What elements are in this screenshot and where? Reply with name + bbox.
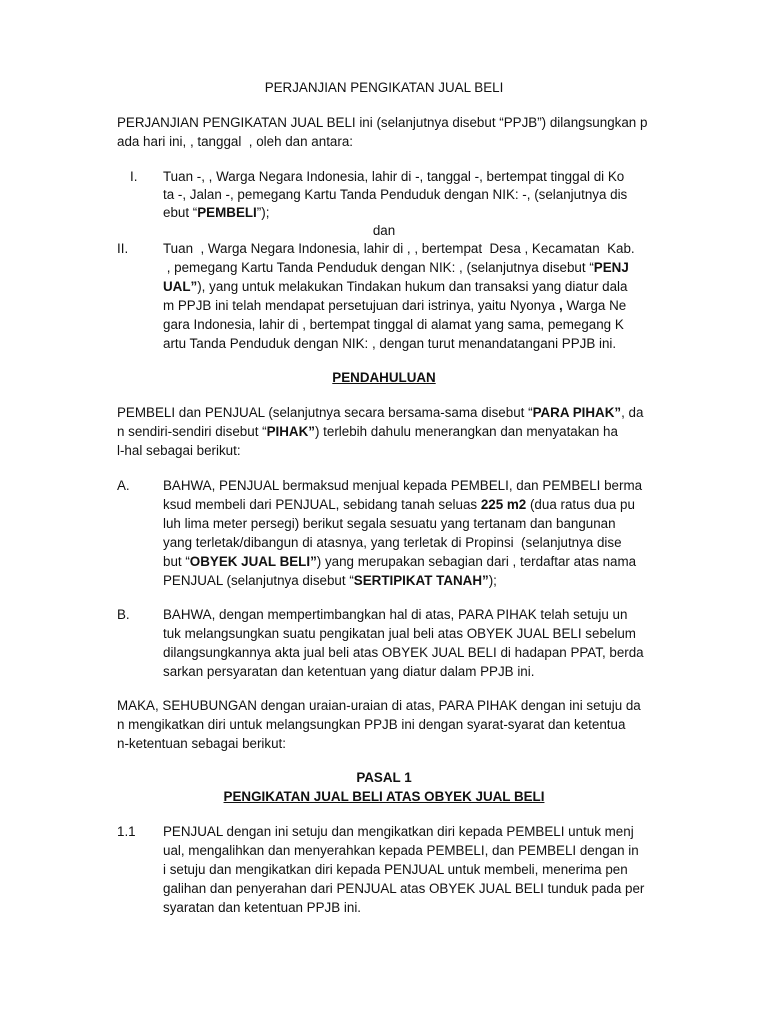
heading-text: PENDAHULUAN — [332, 370, 436, 385]
item-a-line-2 — [163, 496, 635, 515]
comma-bold: , — [558, 298, 563, 313]
pendahuluan-line-3: l-hal sebagai berikut: — [117, 443, 241, 458]
party-i-line-3 — [163, 204, 269, 223]
party-i-marker: I. — [130, 169, 138, 184]
item-a-line-4: yang terletak/dibangun di atasnya, yang terletak di Propinsi (selanjutnya dise — [163, 535, 622, 550]
pendahuluan-line-1 — [117, 404, 643, 423]
text-span: ”); — [256, 205, 270, 220]
penjual-term: PENJ — [593, 260, 629, 275]
intro-line-1: PERJANJIAN PENGIKATAN JUAL BELI ini (selanjutnya disebut “PPJB”) dilangsungkan p — [117, 115, 648, 130]
pasal-heading-text: PENGIKATAN JUAL BELI ATAS OBYEK JUAL BELI — [223, 789, 545, 804]
document-title: PERJANJIAN PENGIKATAN JUAL BELI — [264, 80, 504, 95]
item-b-line-2: tuk melangsungkan suatu pengikatan jual beli atas OBYEK JUAL BELI sebelum — [163, 626, 636, 641]
text-span: m PPJB ini telah mendapat persetujuan dari istrinya, yaitu Nyonya — [163, 298, 559, 313]
intro-line-2: ada hari ini, , tanggal , oleh dan antara: — [117, 134, 353, 149]
text-span: ) yang merupakan sebagian dari , terdaftar atas nama — [316, 554, 637, 569]
item-1-1-marker: 1.1 — [117, 824, 136, 839]
pasal-number-text: PASAL 1 — [356, 770, 412, 785]
maka-line-1: MAKA, SEHUBUNGAN dengan uraian-uraian di atas, PARA PIHAK dengan ini setuju da — [117, 698, 641, 713]
text-span: , da — [621, 405, 644, 420]
party-ii-line-6: artu Tanda Penduduk dengan NIK: , dengan turut menandatangani PPJB ini. — [163, 336, 617, 351]
text-span: ksud membeli dari PENJUAL, sebidang tanah seluas — [163, 497, 481, 512]
party-i-line-2: ta -, Jalan -, pemegang Kartu Tanda Penduduk dengan NIK: -, (selanjutnya dis — [163, 187, 628, 202]
item-b-marker: B. — [117, 607, 130, 622]
party-ii-line-3 — [163, 278, 627, 297]
dan-separator — [0, 222, 768, 241]
party-ii-line-1: Tuan , Warga Negara Indonesia, lahir di , , bertempat Desa , Kecamatan Kab. — [163, 241, 635, 256]
pendahuluan-heading — [0, 369, 768, 388]
pasal-number — [0, 769, 768, 788]
text-span: Warga Ne — [562, 298, 627, 313]
item-1-1-line-2: ual, mengalihkan dan menyerahkan kepada PEMBELI, dan PEMBELI dengan in — [163, 843, 639, 858]
item-a-line-6 — [163, 572, 497, 591]
pembeli-term: PEMBELI — [197, 205, 257, 220]
text-span: ); — [488, 573, 497, 588]
item-b-line-4: sarkan persyaratan dan ketentuan yang diatur dalam PPJB ini. — [163, 664, 535, 679]
sertipikat-term: SERTIPIKAT TANAH” — [353, 573, 489, 588]
party-i-line-1: Tuan -, , Warga Negara Indonesia, lahir di -, tanggal -, bertempat tinggal di Ko — [163, 169, 625, 184]
item-b-line-1: BAHWA, dengan mempertimbangkan hal di atas, PARA PIHAK telah setuju un — [163, 607, 628, 622]
maka-line-3: n-ketentuan sebagai berikut: — [117, 736, 286, 751]
obyek-term: OBYEK JUAL BELI” — [189, 554, 317, 569]
pasal-heading — [0, 788, 768, 807]
para-pihak-term: PARA PIHAK” — [532, 405, 622, 420]
text-span: PENJUAL (selanjutnya disebut “ — [163, 573, 354, 588]
pendahuluan-line-2 — [117, 423, 618, 442]
item-1-1-line-1: PENJUAL dengan ini setuju dan mengikatkan diri kepada PEMBELI untuk menj — [163, 824, 634, 839]
party-ii-line-4 — [163, 297, 626, 316]
dan-text: dan — [372, 223, 396, 238]
pihak-term: PIHAK” — [266, 424, 315, 439]
text-span: ebut “ — [163, 205, 198, 220]
area-value: 225 m2 — [480, 497, 527, 512]
party-ii-line-5: gara Indonesia, lahir di , bertempat tinggal di alamat yang sama, pemegang K — [163, 317, 624, 332]
maka-line-2: n mengikatkan diri untuk melangsungkan PPJB ini dengan syarat-syarat dan ketentua — [117, 717, 626, 732]
penjual-term: UAL” — [163, 279, 198, 294]
text-span: PEMBELI dan PENJUAL (selanjutnya secara bersama-sama disebut “ — [117, 405, 533, 420]
item-a-line-3: luh lima meter persegi) berikut segala sesuatu yang tertanam dan bangunan — [163, 516, 616, 531]
item-b-line-3: dilangsungkannya akta jual beli atas OBYEK JUAL BELI di hadapan PPAT, berda — [163, 645, 644, 660]
party-ii-line-2 — [163, 259, 629, 278]
text-span: , pemegang Kartu Tanda Penduduk dengan NIK: , (selanjutnya disebut “ — [163, 260, 594, 275]
item-1-1-line-5: syaratan dan ketentuan PPJB ini. — [163, 900, 362, 915]
text-span: n sendiri-sendiri disebut “ — [117, 424, 267, 439]
item-1-1-line-4: galihan dan penyerahan dari PENJUAL atas OBYEK JUAL BELI tunduk pada per — [163, 881, 645, 896]
text-span: ), yang untuk melakukan Tindakan hukum dan transaksi yang diatur dala — [197, 279, 628, 294]
text-span: but “ — [163, 554, 190, 569]
text-span: (dua ratus dua pu — [526, 497, 635, 512]
text-span: ) terlebih dahulu menerangkan dan menyatakan ha — [314, 424, 618, 439]
item-a-line-5 — [163, 553, 636, 572]
item-a-marker: A. — [117, 478, 130, 493]
item-a-line-1: BAHWA, PENJUAL bermaksud menjual kepada PEMBELI, dan PEMBELI berma — [163, 478, 643, 493]
item-1-1-line-3: i setuju dan mengikatkan diri kepada PENJUAL untuk membeli, menerima pen — [163, 862, 628, 877]
party-ii-marker: II. — [117, 241, 129, 256]
